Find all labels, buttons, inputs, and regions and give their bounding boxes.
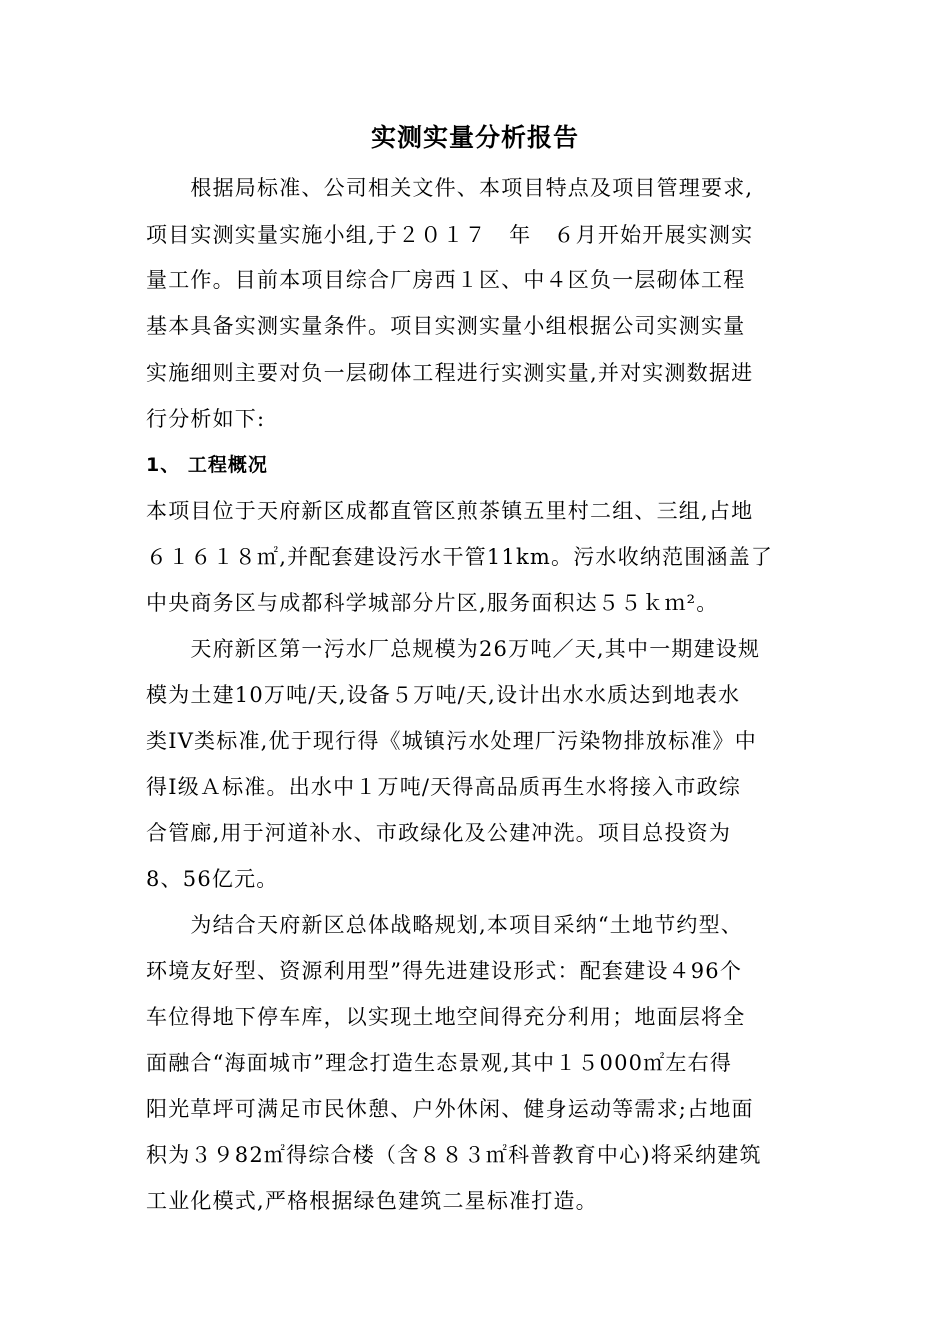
paragraph-line: 环境友好型、资源利用型”得先进建设形式：配套建设４96个 (146, 959, 743, 983)
paragraph-line: 得Ⅰ级Ａ标准。出水中１万吨/天得高品质再生水将接入市政综 (146, 775, 741, 799)
document-title: 实测实量分析报告 (370, 123, 579, 152)
paragraph-line: 为结合天府新区总体战略规划,本项目采纳“土地节约型、 (146, 913, 744, 937)
intro-line: 量工作。目前本项目综合厂房西１区、中４区负一层砌体工程 (146, 268, 746, 292)
intro-line: 基本具备实测实量条件。项目实测实量小组根据公司实测实量 (146, 314, 746, 338)
paragraph-line: 中央商务区与成都科学城部分片区,服务面积达５５ｋｍ²。 (146, 591, 719, 615)
paragraph-line: 面融合“海面城市”理念打造生态景观,其中１５000㎡左右得 (146, 1051, 733, 1075)
paragraph-line: 积为３９82㎡得综合楼（含８８３㎡科普教育中心)将采纳建筑 (146, 1143, 762, 1167)
paragraph-line: 本项目位于天府新区成都直管区煎茶镇五里村二组、三组,占地 (146, 499, 754, 523)
intro-line: 实施细则主要对负一层砌体工程进行实测实量,并对实测数据进 (146, 361, 754, 385)
section-heading: 1、 工程概况 (146, 454, 268, 476)
paragraph-line: 天府新区第一污水厂总规模为26万吨／天,其中一期建设规 (146, 637, 761, 661)
paragraph-line: 8、56亿元。 (146, 867, 279, 891)
paragraph-line: 工业化模式,严格根据绿色建筑二星标准打造。 (146, 1189, 598, 1213)
intro-line: 行分析如下: (146, 407, 266, 431)
paragraph-line: 合管廊,用于河道补水、市政绿化及公建冲洗。项目总投资为 (146, 821, 732, 845)
intro-line: 根据局标准、公司相关文件、本项目特点及项目管理要求, (146, 176, 754, 200)
paragraph-line: 车位得地下停车库，以实现土地空间得充分利用；地面层将全 (146, 1005, 746, 1029)
paragraph-line: ６１６１８㎡,并配套建设污水干管11km。污水收纳范围涵盖了 (146, 545, 774, 569)
paragraph-line: 阳光草坪可满足市民休憩、户外休闲、健身运动等需求;占地面 (146, 1097, 754, 1121)
intro-line: 项目实测实量实施小组,于２０１７ 年 ６月开始开展实测实 (146, 223, 754, 247)
paragraph-line: 类IV类标准,优于现行得《城镇污水处理厂污染物排放标准》中 (146, 729, 757, 753)
paragraph-line: 模为土建10万吨/天,设备５万吨/天,设计出水水质达到地表水 (146, 683, 741, 707)
